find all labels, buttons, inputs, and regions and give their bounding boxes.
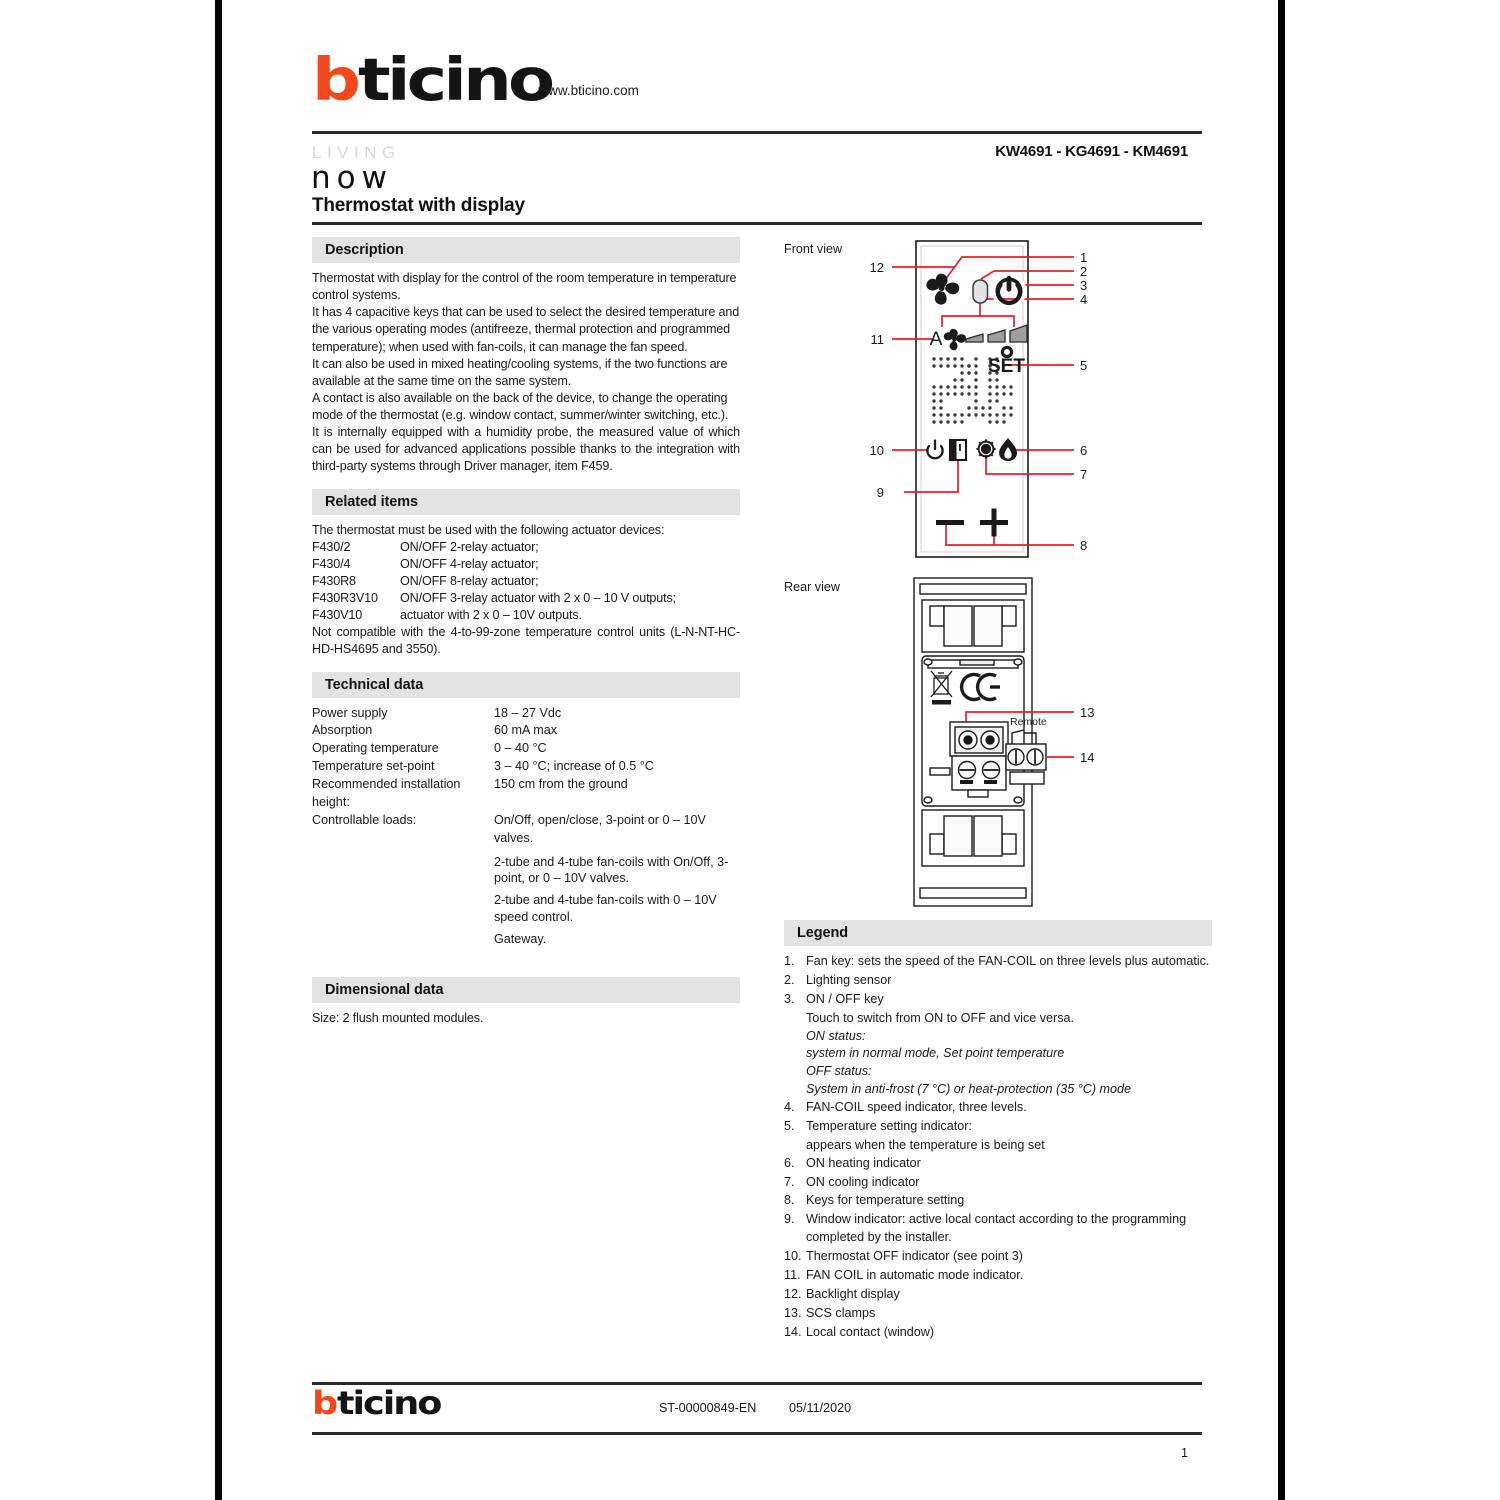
tech-label: Recommended installation height:: [312, 777, 461, 809]
related-item-desc: actuator with 2 x 0 – 10V outputs.: [400, 608, 582, 623]
legend-number: 4.: [784, 1100, 795, 1114]
tech-extra-value: 2-tube and 4-tube fan-coils with 0 – 10V speed control.: [494, 893, 717, 924]
rear-view-figure: [784, 572, 1212, 912]
tech-value: 0 – 40 °C: [494, 741, 547, 756]
related-items-body: [312, 522, 740, 659]
brand-now-label: now: [311, 160, 393, 196]
brand-logo: [312, 44, 639, 115]
legend-subtext: Touch to switch from ON to OFF and vice versa.: [806, 1010, 1075, 1025]
legend-subtext: appears when the temperature is being set: [806, 1137, 1045, 1152]
footer-logo: [312, 1385, 440, 1423]
legend-item: [784, 1286, 1212, 1304]
front-callout-number: 6: [1080, 443, 1088, 458]
set-indicator-label: SET: [988, 356, 1025, 377]
legend-number: 2.: [784, 972, 795, 987]
related-item-row: [312, 590, 740, 607]
remote-label: Remote: [1010, 716, 1047, 728]
page-title: Thermostat with display: [312, 195, 525, 216]
legend-item: [784, 953, 1212, 971]
product-codes: KW4691 - KG4691 - KM4691: [995, 143, 1188, 160]
legend-text: ON / OFF key: [806, 991, 884, 1006]
legend-item: [784, 1155, 1212, 1173]
related-items-note: Not compatible with the 4-to-99-zone temperature control units (L-N-NT-HC-HD-HS4695 and 3550).: [312, 625, 740, 657]
related-item-code: F430/4: [312, 556, 351, 571]
tech-value: On/Off, open/close, 3-point or 0 – 10V valves.: [494, 812, 706, 845]
legend-item: [784, 1305, 1212, 1323]
tech-label: Absorption: [312, 723, 373, 738]
legend-section: [784, 920, 1212, 1342]
related-item-desc: ON/OFF 8-relay actuator;: [400, 573, 539, 588]
dimensional-data-heading: Dimensional data: [312, 977, 740, 1003]
tech-extra-value: Gateway.: [494, 931, 547, 946]
description-paragraph: It has 4 capacitive keys that can be used to select the desired temperature and the various operating modes (antifreeze, thermal protection and programmed temperature); when used with fan-coils, it can manage the fan speed.: [312, 305, 740, 354]
left-column: [312, 237, 740, 1027]
legend-number: 10.: [784, 1249, 802, 1263]
front-callout-number: 8: [1080, 538, 1088, 553]
related-item-code: F430R8: [312, 573, 356, 588]
related-item-code: F430R3V10: [312, 591, 378, 605]
tech-row: [312, 740, 740, 758]
description-paragraph: Thermostat with display for the control of the room temperature in temperature control systems.: [312, 271, 737, 303]
logo-wordmark: ticino: [357, 44, 551, 115]
legend-item: [784, 1324, 1212, 1342]
front-callout-number: 11: [870, 332, 884, 347]
footer-logo-letter-b: b: [312, 1385, 337, 1423]
front-callout-number: 3: [1080, 278, 1088, 293]
tech-label: Operating temperature: [312, 741, 439, 756]
logo-letter-b: b: [312, 44, 358, 115]
tech-value: 60 mA max: [494, 723, 557, 738]
legend-text: Local contact (window): [806, 1324, 935, 1339]
front-callout-number: 5: [1080, 358, 1088, 373]
tech-value: 3 – 40 °C; increase of 0.5 °C: [494, 759, 654, 774]
front-callout-number: 10: [869, 443, 884, 458]
header-divider: [312, 131, 1202, 134]
related-item-desc: ON/OFF 4-relay actuator;: [400, 556, 539, 571]
related-items-intro: The thermostat must be used with the following actuator devices:: [312, 522, 665, 537]
description-paragraph: It can also be used in mixed heating/cooling systems, if the two functions are available at the same time on the same system.: [312, 356, 728, 388]
page-number: 1: [1180, 1446, 1188, 1460]
legend-text: Thermostat OFF indicator (see point 3): [806, 1249, 1023, 1263]
tech-row: [312, 812, 740, 848]
legend-number: 3.: [784, 991, 795, 1006]
legend-text: Window indicator: active local contact according to the programming completed by the installer.: [806, 1212, 1187, 1245]
rear-callout-number: 13: [1080, 705, 1095, 720]
document-code: ST-00000849-EN: [659, 1401, 757, 1415]
tech-label: Temperature set-point: [312, 759, 435, 774]
legend-text: Fan key: sets the speed of the FAN-COIL on three levels plus automatic.: [806, 954, 1210, 968]
rear-callout-number: 14: [1080, 750, 1095, 765]
legend-text: ON heating indicator: [806, 1155, 921, 1170]
related-item-desc: ON/OFF 2-relay actuator;: [400, 539, 539, 554]
legend-number: 1.: [784, 954, 795, 968]
technical-data-table: [312, 705, 740, 948]
description-paragraph: It is internally equipped with a humidity probe, the measured value of which can be used for advanced applications possible thanks to the integration with third-party systems through Driver manager, item F459.: [312, 425, 740, 474]
technical-data-heading: Technical data: [312, 672, 740, 698]
description-heading: Description: [312, 237, 740, 263]
dimensional-data-text: Size: 2 flush mounted modules.: [312, 1011, 484, 1026]
tech-row: [312, 776, 740, 812]
front-callout-number: 1: [1080, 250, 1088, 265]
related-item-code: F430V10: [312, 608, 363, 623]
front-callout-number: 4: [1080, 292, 1088, 307]
legend-subtext: OFF status:: [806, 1064, 872, 1079]
legend-text: FAN COIL in automatic mode indicator.: [806, 1267, 1024, 1282]
tech-row: [312, 705, 740, 723]
legend-text: FAN-COIL speed indicator, three levels.: [806, 1100, 1027, 1114]
legend-subtext: System in anti-frost (7 °C) or heat-protection (35 °C) mode: [806, 1082, 1132, 1097]
legend-item: [784, 1174, 1212, 1192]
description-paragraph: A contact is also available on the back of the device, to change the operating mode of the thermostat (e.g. window contact, summer/winter switching, etc.).: [312, 390, 729, 422]
legend-number: 14.: [784, 1324, 802, 1339]
rear-view-label: Rear view: [784, 580, 840, 594]
front-view-label: Front view: [784, 242, 843, 256]
legend-item: [784, 1099, 1212, 1117]
related-item-row: [312, 573, 740, 590]
related-items-heading: Related items: [312, 489, 740, 515]
tech-label: Power supply: [312, 705, 388, 720]
legend-text: Lighting sensor: [806, 972, 892, 987]
document-date: 05/11/2020: [789, 1401, 852, 1415]
legend-number: 13.: [784, 1305, 802, 1320]
website-url: www.bticino.com: [538, 83, 639, 99]
related-item-row: [312, 539, 740, 556]
legend-number: 8.: [784, 1193, 795, 1208]
title-divider: [312, 222, 1202, 225]
page-frame: [215, 0, 1285, 1500]
front-view-figure: [784, 237, 1212, 567]
legend-item: [784, 1192, 1212, 1210]
legend-number: 5.: [784, 1118, 795, 1133]
legend-text: Keys for temperature setting: [806, 1193, 965, 1208]
brand-living-label: LIVING: [312, 143, 401, 162]
legend-number: 12.: [784, 1286, 802, 1301]
footer-divider-bottom: [312, 1432, 1202, 1435]
related-item-code: F430/2: [312, 539, 351, 554]
footer-logo-wordmark: ticino: [336, 1385, 440, 1423]
legend-text: Temperature setting indicator:: [806, 1118, 972, 1133]
legend-text: ON cooling indicator: [806, 1174, 920, 1189]
tech-row: [312, 722, 740, 740]
legend-heading: Legend: [784, 920, 1212, 946]
legend-text: Backlight display: [806, 1286, 900, 1301]
tech-label: Controllable loads:: [312, 812, 417, 827]
front-callout-number: 9: [876, 485, 884, 500]
tech-row: [312, 758, 740, 776]
front-callout-number: 2: [1080, 264, 1088, 279]
legend-number: 7.: [784, 1174, 795, 1189]
tech-value: 18 – 27 Vdc: [494, 705, 562, 720]
legend-subtext: ON status:: [806, 1028, 866, 1043]
front-callout-number: 12: [869, 260, 884, 275]
description-body: [312, 270, 740, 476]
legend-item: [784, 1211, 1212, 1247]
related-item-row: [312, 556, 740, 573]
auto-mode-indicator-label: A: [929, 329, 943, 350]
legend-item: [784, 972, 1212, 990]
legend-item: [784, 1248, 1212, 1266]
legend-item: [784, 1118, 1212, 1136]
tech-extra-value: 2-tube and 4-tube fan-coils with On/Off, 3-point, or 0 – 10V valves.: [494, 854, 729, 885]
footer-divider-top: [312, 1382, 1202, 1385]
legend-number: 6.: [784, 1155, 795, 1170]
related-item-row: [312, 607, 740, 624]
front-callout-number: 7: [1080, 467, 1088, 482]
legend-subtext: system in normal mode, Set point temperature: [806, 1046, 1065, 1061]
legend-text: SCS clamps: [806, 1305, 876, 1320]
legend-number: 9.: [784, 1212, 795, 1227]
legend-number: 11.: [784, 1267, 801, 1282]
tech-value: 150 cm from the ground: [494, 777, 628, 791]
legend-item: [784, 1267, 1212, 1285]
related-item-desc: ON/OFF 3-relay actuator with 2 x 0 – 10 V outputs;: [400, 591, 676, 605]
legend-item: [784, 991, 1212, 1009]
